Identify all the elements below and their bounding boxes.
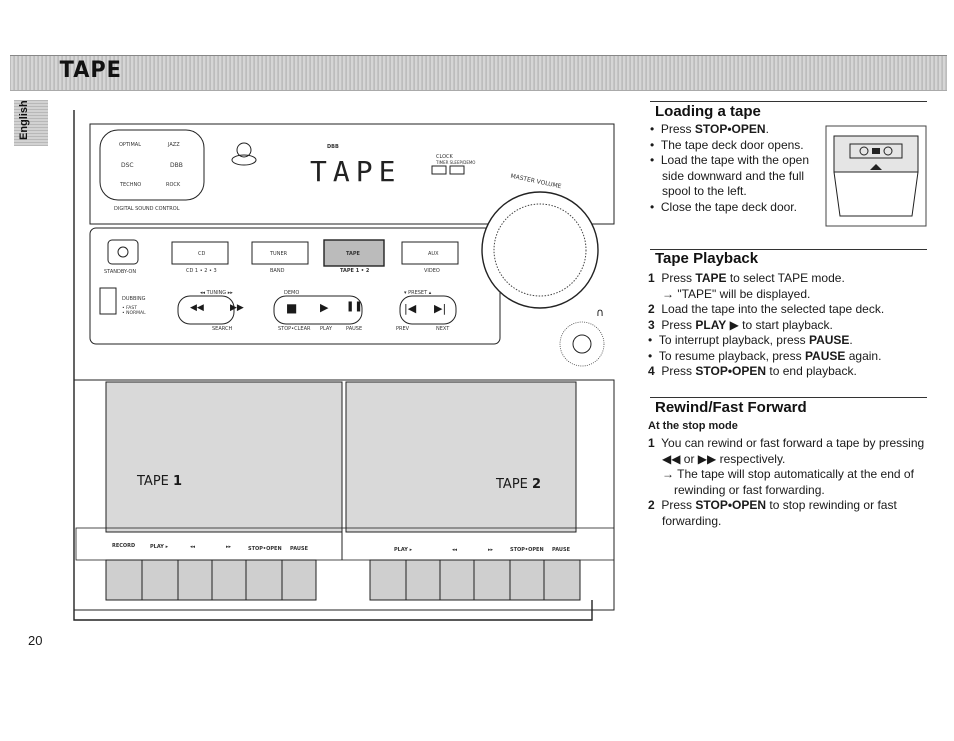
deck1-stop-label: STOP•OPEN <box>248 546 282 552</box>
stop-clear-label: STOP•CLEAR <box>278 326 311 332</box>
source-tuner-label: TUNER <box>270 251 288 257</box>
tape1-label: TAPE 1 <box>137 474 183 489</box>
play-label: PLAY <box>320 326 333 332</box>
dsc-dbb-label: DBB <box>170 162 183 169</box>
deck1-pause-label: PAUSE <box>290 546 308 552</box>
rewind-title: Rewind/Fast Forward <box>655 399 807 416</box>
rewind-rule <box>650 397 927 398</box>
loading-bullet-3: • Load the tape with the open side downward and the full spool to the left. <box>650 153 809 198</box>
prev-label: PREV <box>396 326 410 332</box>
next-label: NEXT <box>436 326 450 332</box>
dubbing-options: • FAST • NORMAL <box>122 306 146 316</box>
page-title: TAPE <box>59 58 122 83</box>
tape2-label: TAPE 2 <box>496 477 542 492</box>
headphone-icon: ∩ <box>596 306 605 319</box>
page-number: 20 <box>28 633 43 648</box>
demo-label: DEMO <box>284 290 300 296</box>
source-aux-label: AUX <box>428 251 439 257</box>
deck1-record-label: RECORD <box>112 543 136 549</box>
rewind-step-1-result: → The tape will stop automatically at the end of rewinding or fast forwarding. <box>662 467 914 497</box>
rewind-steps <box>648 436 930 529</box>
pause-label: PAUSE <box>346 326 363 332</box>
play-icon: ▶ <box>320 301 329 314</box>
language-label: English <box>18 100 30 140</box>
preset-label: ▾ PRESET ▴ <box>404 290 432 296</box>
source-tape-label: TAPE <box>346 251 360 257</box>
rewind-step-2: 2 Press STOP•OPEN to stop rewinding or fast forwarding. <box>648 498 897 528</box>
deck1-ff-label: ▸▸ <box>226 544 232 550</box>
playback-step-1: 1 Press TAPE to select TAPE mode. <box>648 271 845 285</box>
playback-step-1-result: → "TAPE" will be displayed. <box>662 286 811 301</box>
stop-icon: ■ <box>286 301 298 315</box>
search-label: SEARCH <box>212 326 233 332</box>
deck2-stop-label: STOP•OPEN <box>510 547 544 553</box>
rewind-subtitle: At the stop mode <box>648 420 738 432</box>
dsc-dsc-label: DSC <box>121 162 134 169</box>
source-cd-sub: CD 1 • 2 • 3 <box>186 268 217 274</box>
dsc-rock-label: ROCK <box>166 182 181 188</box>
playback-step-3: 3 Press PLAY ▶ to start playback. <box>648 317 833 332</box>
loading-rule <box>650 101 927 102</box>
loading-bullet-4: • Close the tape deck door. <box>650 199 797 214</box>
deck2-play-label: PLAY ▸ <box>394 547 413 553</box>
header-bar <box>10 55 947 91</box>
fast-forward-icon: ▶▶ <box>230 303 244 313</box>
loading-steps <box>650 122 820 215</box>
master-volume-label: MASTER VOLUME <box>509 172 562 191</box>
dsc-techno-label: TECHNO <box>120 182 142 188</box>
loading-bullet-1: • Press STOP•OPEN. <box>650 122 769 136</box>
prev-icon: |◀ <box>404 302 417 315</box>
playback-bullet-1: • To interrupt playback, press PAUSE. <box>648 333 853 347</box>
source-tuner-sub: BAND <box>270 268 285 274</box>
playback-title: Tape Playback <box>655 250 759 267</box>
playback-steps <box>648 271 928 380</box>
pause-icon: ❚❚ <box>346 301 363 312</box>
standby-label: STANDBY-ON <box>104 269 137 275</box>
deck2-rewind-label: ◂◂ <box>452 547 458 553</box>
cassette-loading-illustration <box>820 124 930 230</box>
source-tape-sub: TAPE 1 • 2 <box>340 268 370 274</box>
rewind-icon: ◀◀ <box>190 303 204 313</box>
source-aux-sub: VIDEO <box>424 268 440 274</box>
dsc-optimal-label: OPTIMAL <box>119 142 141 148</box>
device-outline <box>70 110 630 630</box>
deck2-pause-label: PAUSE <box>552 547 570 553</box>
dsc-jazz-label: JAZZ <box>168 142 180 148</box>
lcd-display: TAPE <box>310 155 402 188</box>
deck1-play-label: PLAY ▸ <box>150 544 169 550</box>
clock-sub-label: TIMER SLEEP/DEMO <box>436 160 476 165</box>
deck2-ff-label: ▸▸ <box>488 547 494 553</box>
deck1-rewind-label: ◂◂ <box>190 544 196 550</box>
clock-label: CLOCK <box>436 154 453 160</box>
dbb-indicator: DBB <box>327 144 339 150</box>
loading-title: Loading a tape <box>655 103 761 120</box>
playback-step-2: 2 Load the tape into the selected tape deck. <box>648 302 885 316</box>
dsc-caption: DIGITAL SOUND CONTROL <box>114 206 180 212</box>
playback-bullet-2: • To resume playback, press PAUSE again. <box>648 348 882 363</box>
loading-bullet-2: • The tape deck door opens. <box>650 137 804 152</box>
playback-step-4: 4 Press STOP•OPEN to end playback. <box>648 364 857 378</box>
next-icon: ▶| <box>434 302 447 315</box>
source-cd-label: CD <box>198 251 206 257</box>
rewind-step-1: 1 You can rewind or fast forward a tape by pressing ◀◀ or ▶▶ respectively. <box>648 436 925 466</box>
tuning-label: ◂◂ TUNING ▸▸ <box>200 290 233 296</box>
dubbing-label: DUBBING <box>122 296 146 302</box>
